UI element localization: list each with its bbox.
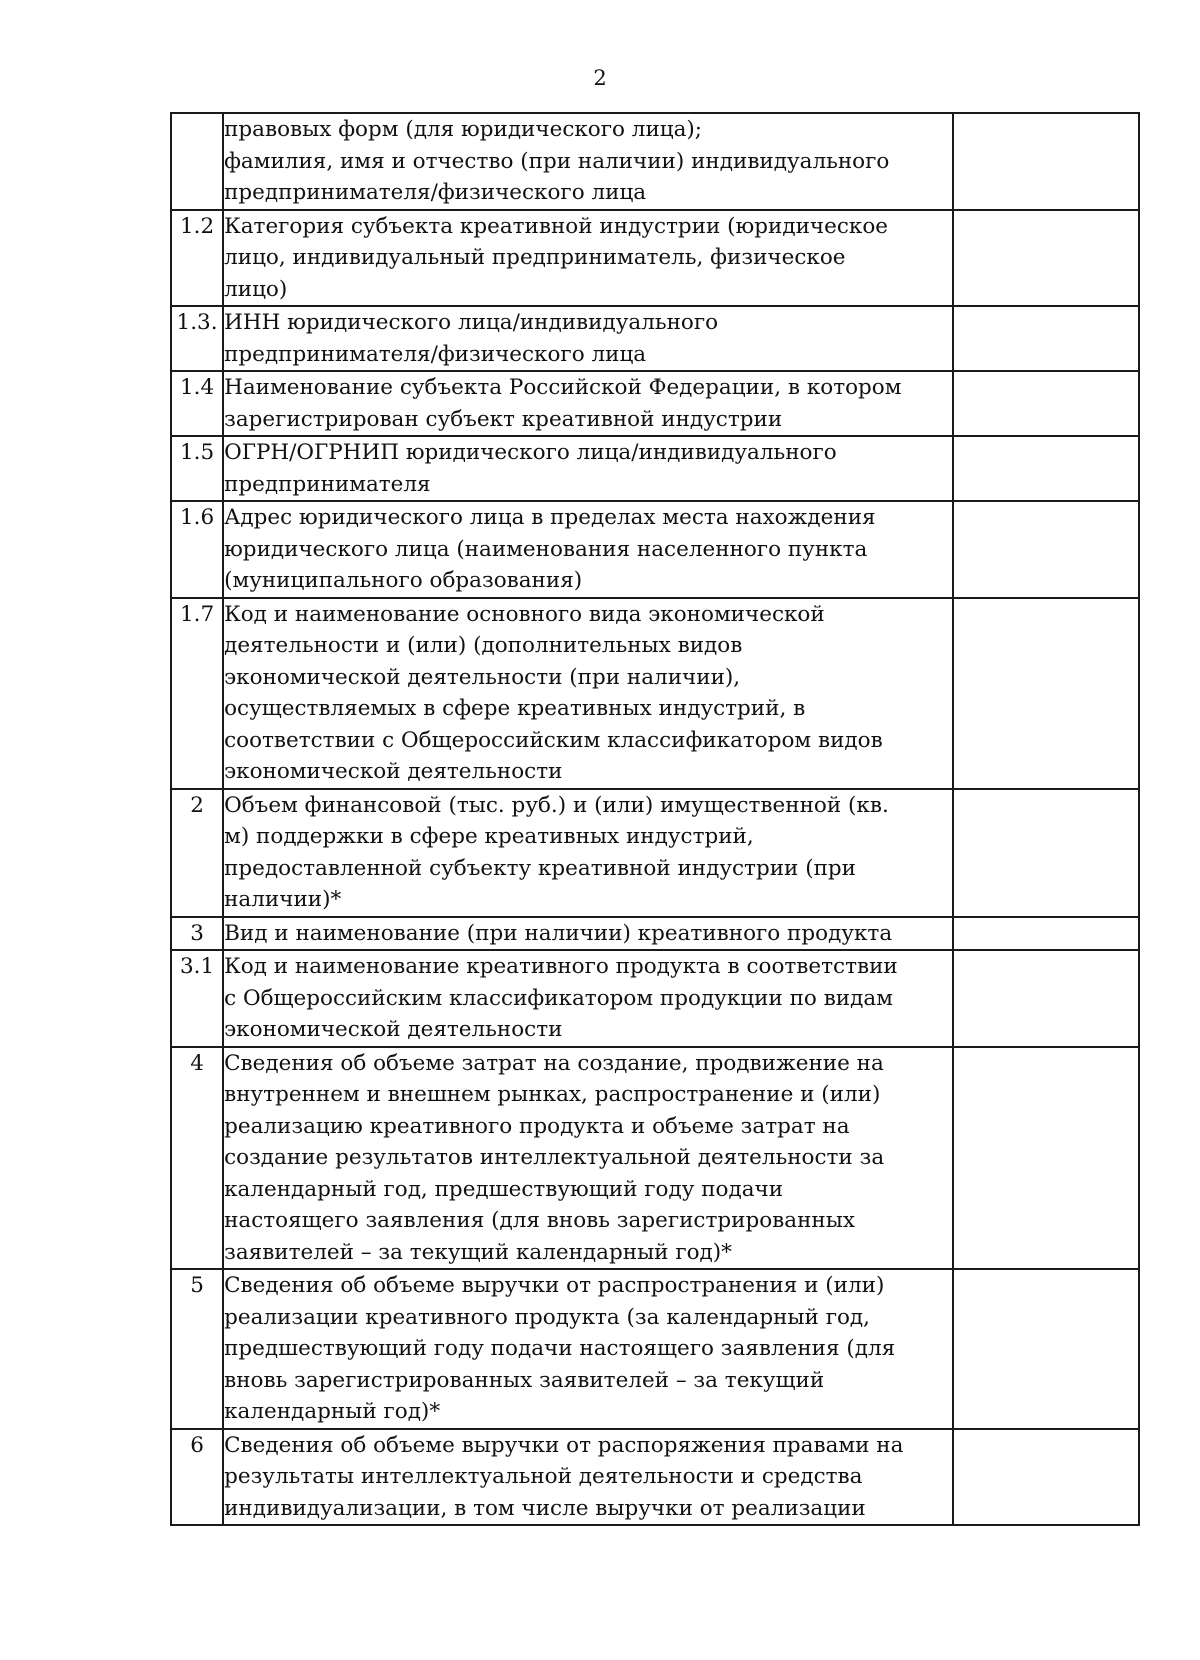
row-description: Сведения об объеме выручки от распоряжения правами на результаты интеллектуальной деятельности и средства индивидуализации, в том числе выручки от реализации (223, 1429, 953, 1526)
row-description: Сведения об объеме затрат на создание, продвижение на внутреннем и внешнем рынках, распространение и (или) реализацию креативного продукта и объеме затрат на создание результатов интеллектуальной деятельности за календарный год, предшествующий году подачи настоящего заявления (для вновь зарегистрированных заявителей – за текущий календарный год)* (223, 1047, 953, 1270)
row-description: Вид и наименование (при наличии) креативного продукта (223, 917, 953, 951)
table-row (171, 598, 1139, 789)
row-number: 2 (171, 789, 223, 917)
table-row (171, 501, 1139, 598)
application-form-table (170, 112, 1140, 1526)
row-description: ИНН юридического лица/индивидуального предпринимателя/физического лица (223, 306, 953, 371)
row-value-cell (953, 371, 1139, 436)
table-row (171, 917, 1139, 951)
row-value-cell (953, 1047, 1139, 1270)
row-number: 1.4 (171, 371, 223, 436)
row-number (171, 113, 223, 210)
row-number: 1.6 (171, 501, 223, 598)
row-value-cell (953, 436, 1139, 501)
table-row (171, 1429, 1139, 1526)
row-number: 6 (171, 1429, 223, 1526)
row-value-cell (953, 917, 1139, 951)
row-number: 1.5 (171, 436, 223, 501)
page-number: 2 (593, 66, 607, 90)
table-row (171, 306, 1139, 371)
row-description: Наименование субъекта Российской Федерации, в котором зарегистрирован субъект креативной индустрии (223, 371, 953, 436)
row-number: 1.2 (171, 210, 223, 307)
row-description: Код и наименование креативного продукта в соответствии с Общероссийским классификатором продукции по видам экономической деятельности (223, 950, 953, 1047)
table-row (171, 1047, 1139, 1270)
row-number: 5 (171, 1269, 223, 1429)
row-value-cell (953, 1429, 1139, 1526)
row-number: 3.1 (171, 950, 223, 1047)
table-row (171, 789, 1139, 917)
row-description: ОГРН/ОГРНИП юридического лица/индивидуального предпринимателя (223, 436, 953, 501)
row-number: 4 (171, 1047, 223, 1270)
row-number: 3 (171, 917, 223, 951)
row-value-cell (953, 501, 1139, 598)
row-number: 1.7 (171, 598, 223, 789)
table-row (171, 113, 1139, 210)
row-value-cell (953, 113, 1139, 210)
row-value-cell (953, 306, 1139, 371)
row-description: Категория субъекта креативной индустрии (юридическое лицо, индивидуальный предприниматель, физическое лицо) (223, 210, 953, 307)
table-row (171, 210, 1139, 307)
table-row (171, 1269, 1139, 1429)
table-row (171, 371, 1139, 436)
row-description: Адрес юридического лица в пределах места нахождения юридического лица (наименования населенного пункта (муниципального образования) (223, 501, 953, 598)
row-value-cell (953, 1269, 1139, 1429)
row-description: Код и наименование основного вида экономической деятельности и (или) (дополнительных видов экономической деятельности (при наличии), осуществляемых в сфере креативных индустрий, в соответствии с Общероссийским классификатором видов экономической деятельности (223, 598, 953, 789)
row-value-cell (953, 598, 1139, 789)
row-value-cell (953, 789, 1139, 917)
row-value-cell (953, 950, 1139, 1047)
row-description: Объем финансовой (тыс. руб.) и (или) имущественной (кв. м) поддержки в сфере креативных индустрий, предоставленной субъекту креативной индустрии (при наличии)* (223, 789, 953, 917)
row-value-cell (953, 210, 1139, 307)
table-row (171, 950, 1139, 1047)
row-number: 1.3. (171, 306, 223, 371)
row-description: правовых форм (для юридического лица); фамилия, имя и отчество (при наличии) индивидуального предпринимателя/физического лица (223, 113, 953, 210)
row-description: Сведения об объеме выручки от распространения и (или) реализации креативного продукта (за календарный год, предшествующий году подачи настоящего заявления (для вновь зарегистрированных заявителей – за текущий календарный год)* (223, 1269, 953, 1429)
table-row (171, 436, 1139, 501)
